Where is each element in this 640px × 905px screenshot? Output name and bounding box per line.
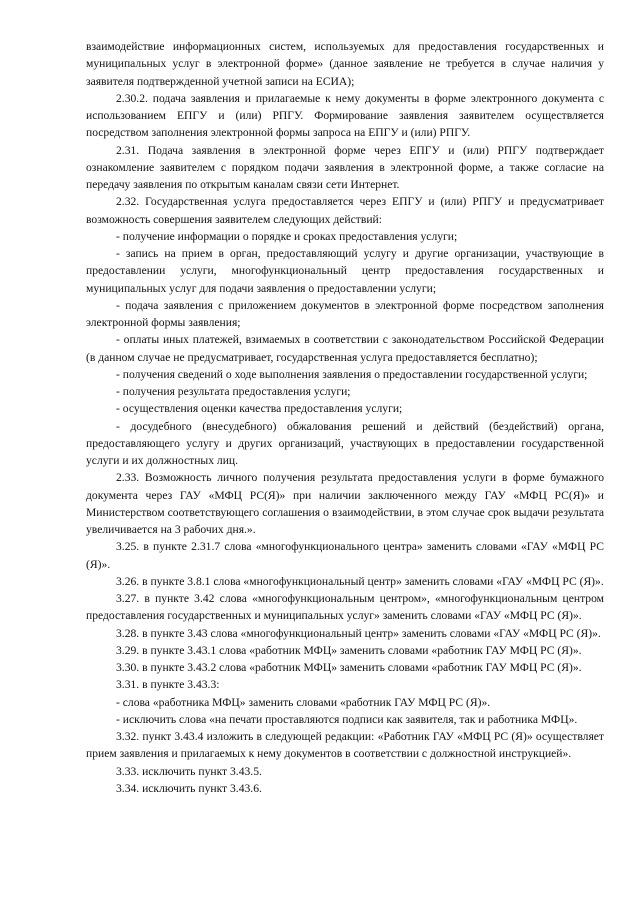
- paragraph: 2.31. Подача заявления в электронной форме через ЕПГУ и (или) РПГУ подтверждает ознакомление заявителем с порядком подачи заявления в электронной форме, а также согласие на передачу заявления по открытым каналам связи сети Интернет.: [86, 143, 604, 191]
- paragraph: 2.33. Возможность личного получения результата предоставления услуги в форме бумажного документа через ГАУ «МФЦ РС(Я)» при наличии заключенного между ГАУ «МФЦ РС(Я)» и Министерством соответствующего соглашения о взаимодействии, в этом случае срок выдачи результата увеличивается на 3 рабочих дня.».: [86, 471, 604, 536]
- list-item: - получение информации о порядке и сроках предоставления услуги;: [116, 229, 458, 243]
- paragraph: 2.32. Государственная услуга предоставляется через ЕПГУ и (или) РПГУ и предусматривает возможность совершения заявителем следующих действий:: [86, 195, 604, 226]
- paragraph: 3.30. в пункте 3.43.2 слова «работник МФЦ» заменить словами «работник ГАУ МФЦ РС (Я)».: [116, 661, 582, 674]
- document-page: [86, 38, 604, 797]
- paragraph: 3.34. исключить пункт 3.43.6.: [116, 781, 262, 795]
- paragraph: 3.29. в пункте 3.43.1 слова «работник МФЦ» заменить словами «работник ГАУ МФЦ РС (Я)».: [116, 643, 582, 657]
- list-item: - досудебного (внесудебного) обжалования решений и действий (бездействий) органа, предоставляющего услугу и других организаций, участвующих в предоставлении государственной услуги и их должностных лиц.: [86, 419, 604, 467]
- paragraph: взаимодействие информационных систем, используемых для предоставления государственных и муниципальных услуг в электронной форме» (данное заявление не требуется в случае наличия у заявителя подтвержденной учетной записи на ЕСИА);: [86, 40, 604, 88]
- list-item: - запись на прием в орган, предоставляющий услугу и другие организации, участвующие в предоставлении услуги, многофункциональный центр предоставления государственных и муниципальных услуг для подачи заявления о предоставлении услуги;: [86, 247, 604, 295]
- list-item: - оплаты иных платежей, взимаемых в соответствии с законодательством Российской Федерации (в данном случае не предусматривает, государственная услуга предоставляется бесплатно);: [86, 333, 604, 364]
- list-item: - получения результата предоставления услуги;: [116, 385, 351, 398]
- list-item: - подача заявления с приложением документов в электронной форме посредством заполнения электронной формы заявления;: [86, 298, 604, 329]
- list-item: - слова «работника МФЦ» заменить словами «работник ГАУ МФЦ РС (Я)».: [116, 695, 491, 709]
- paragraph: 3.32. пункт 3.43.4 изложить в следующей редакции: «Работник ГАУ «МФЦ РС (Я)» осуществляет прием заявления и прилагаемых к нему документов в соответствии с должностной инструкцией».: [86, 730, 604, 761]
- paragraph: 2.30.2. подача заявления и прилагаемые к нему документы в форме электронного документа с использованием ЕПГУ и (или) РПГУ. Формирование заявления заявителем осуществляется посредством заполнения электронной формы запроса на ЕПГУ и (или) РПГУ.: [86, 91, 604, 140]
- list-item: - осуществления оценки качества предоставления услуги;: [116, 402, 403, 416]
- paragraph: 3.33. исключить пункт 3.43.5.: [116, 764, 262, 778]
- list-item: - исключить слова «на печати проставляются подписи как заявителя, так и работника МФЦ».: [116, 712, 578, 726]
- paragraph: 3.27. в пункте 3.42 слова «многофункциональным центром», «многофункциональным центром предоставления государственных и муниципальных услуг» заменить словами «ГАУ «МФЦ РС (Я)».: [86, 592, 604, 623]
- paragraph: 3.25. в пункте 2.31.7 слова «многофункционального центра» заменить словами «ГАУ «МФЦ РС (Я)».: [86, 540, 604, 571]
- paragraph: 3.26. в пункте 3.8.1 слова «многофункциональный центр» заменить словами «ГАУ «МФЦ РС (Я)».: [116, 574, 604, 588]
- paragraph: 3.31. в пункте 3.43.3:: [116, 678, 220, 692]
- list-item: - получения сведений о ходе выполнения заявления о предоставлении государственной услуги;: [116, 367, 588, 381]
- paragraph: 3.28. в пункте 3.43 слова «многофункциональный центр» заменить словами «ГАУ «МФЦ РС (Я)».: [116, 626, 601, 640]
